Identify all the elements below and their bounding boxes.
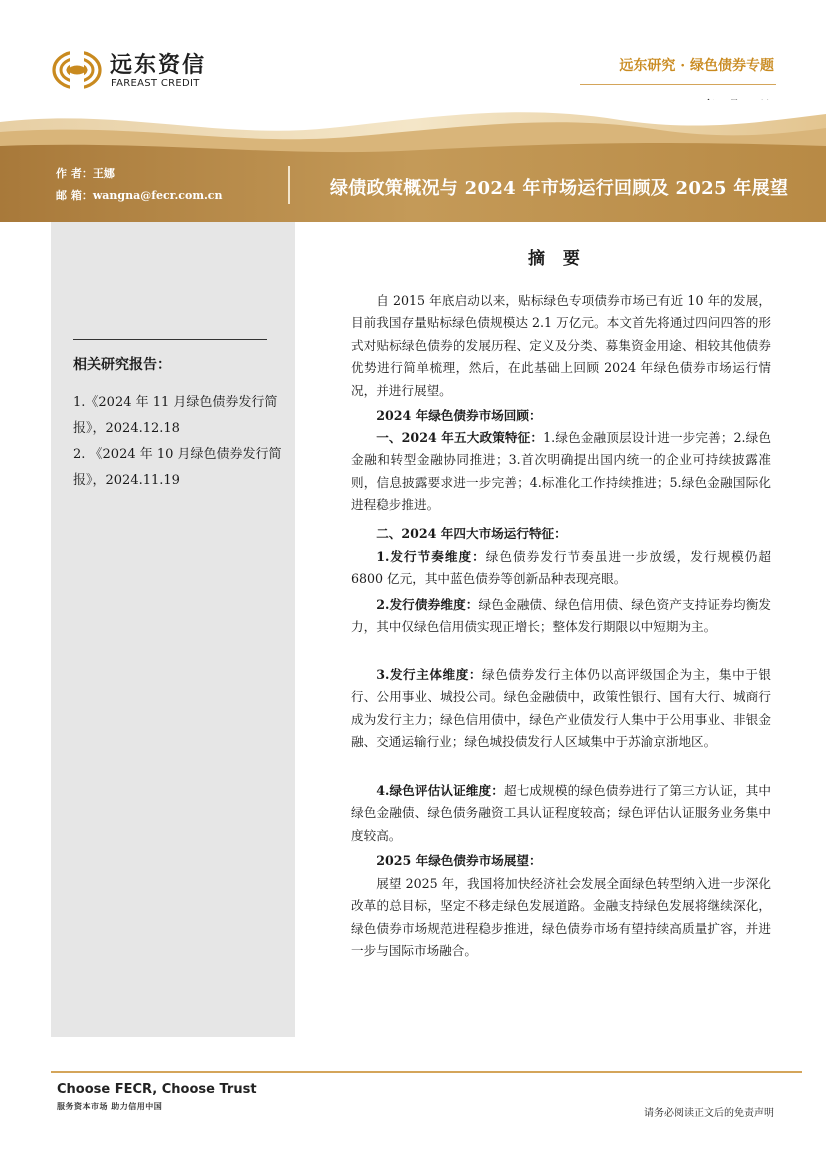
- fareast-logo-icon: [52, 49, 102, 91]
- review-heading: 2024 年绿色债券市场回顾：: [376, 408, 542, 423]
- point-text: 超七成规模的绿色债券进行了第三方认证，其中绿色金融债、绿色债务融资工具认证程度较高；绿色评估认证服务业务集中度较高。: [351, 783, 772, 843]
- footer-slogan-en: Choose FECR, Choose Trust: [57, 1082, 257, 1097]
- brand-name-cn: 远东资信: [110, 53, 207, 78]
- point-label: 3.发行主体维度：: [376, 667, 483, 682]
- policy-features: [351, 427, 771, 517]
- outlook-heading: 2025 年绿色债券市场展望：: [376, 853, 542, 868]
- market-point: [351, 594, 771, 639]
- sidebar-rule: [73, 339, 267, 340]
- related-report-item[interactable]: 1.《2024 年 11 月绿色债券发行简报》，2024.12.18: [73, 395, 278, 436]
- email-line: 邮 箱：wangna@fecr.com.cn: [56, 189, 223, 202]
- market-heading: 二、2024 年四大市场运行特征：: [376, 526, 567, 541]
- point-label: 2.发行债券维度：: [376, 597, 479, 612]
- author-line: 作 者：王娜: [56, 167, 115, 180]
- abstract-intro: 自 2015 年底启动以来，贴标绿色专项债券市场已有近 10 年的发展，目前我国存量贴标绿色债规模达 2.1 万亿元。本文首先将通过四问四答的形式对贴标绿色债券的发展历程、定义及分类、募集资金用途、相较其他债券优势进行简单梳理，然后，在此基础上回顾 2024 年绿色债券市场运行情况，并进行展望。: [351, 293, 771, 398]
- sidebar-panel: [51, 222, 295, 1037]
- header-rule: [580, 84, 776, 85]
- policy-text: 1.绿色金融顶层设计进一步完善；2.绿色金融和转型金融协同推进；3.首次明确提出国内统一的企业可持续披露准则，信息披露要求进一步完善；4.标准化工作持续推进；5.绿色金融国际化进程稳步推进。: [351, 430, 771, 513]
- footer-slogan-cn: 服务资本市场 助力信用中国: [57, 1102, 163, 1111]
- abstract-heading: 摘 要: [528, 249, 586, 269]
- footer-rule: [51, 1071, 802, 1073]
- point-text: 绿色债券发行节奏虽进一步放缓，发行规模仍超 6800 亿元，其中蓝色债券等创新品种表现亮眼。: [351, 549, 772, 587]
- point-text: 绿色债券发行主体仍以高评级国企为主，集中于银行、公用事业、城投公司。绿色金融债中，政策性银行、国有大行、城商行成为发行主力；绿色信用债中，绿色产业债发行人集中于公用事业、非银金融、交通运输行业；绿色城投债发行人区域集中于苏渝京浙地区。: [351, 667, 771, 750]
- policy-label: 一、2024 年五大政策特征：: [376, 430, 544, 445]
- market-point: [351, 664, 771, 754]
- series-tag: 远东研究 · 绿色债券专题: [619, 58, 774, 74]
- related-report-item[interactable]: 2. 《2024 年 10 月绿色债券发行简报》，2024.11.19: [73, 447, 282, 488]
- title-banner: [0, 100, 826, 222]
- document-title: 绿债政策概况与 2024 年市场运行回顾及 2025 年展望: [330, 178, 789, 199]
- disclaimer-note[interactable]: 请务必阅读正文后的免责声明: [644, 1108, 774, 1119]
- related-reports-heading: 相关研究报告：: [73, 357, 171, 373]
- point-text: 绿色金融债、绿色信用债、绿色资产支持证券均衡发力，其中仅绿色信用债实现正增长；整体发行期限以中短期为主。: [351, 597, 772, 635]
- point-label: 1.发行节奏维度：: [376, 549, 486, 564]
- point-label: 4.绿色评估认证维度：: [376, 783, 504, 798]
- market-point: [351, 546, 771, 591]
- brand-name-en: FAREAST CREDIT: [111, 78, 200, 89]
- market-point: [351, 780, 771, 847]
- banner-divider: [288, 166, 290, 204]
- outlook-text: 展望 2025 年，我国将加快经济社会发展全面绿色转型纳入进一步深化改革的总目标，坚定不移走绿色发展道路。金融支持绿色发展将继续深化，绿色债券市场规范进程稳步推进，绿色债券市场有望持续高质量扩容，并进一步与国际市场融合。: [351, 876, 771, 959]
